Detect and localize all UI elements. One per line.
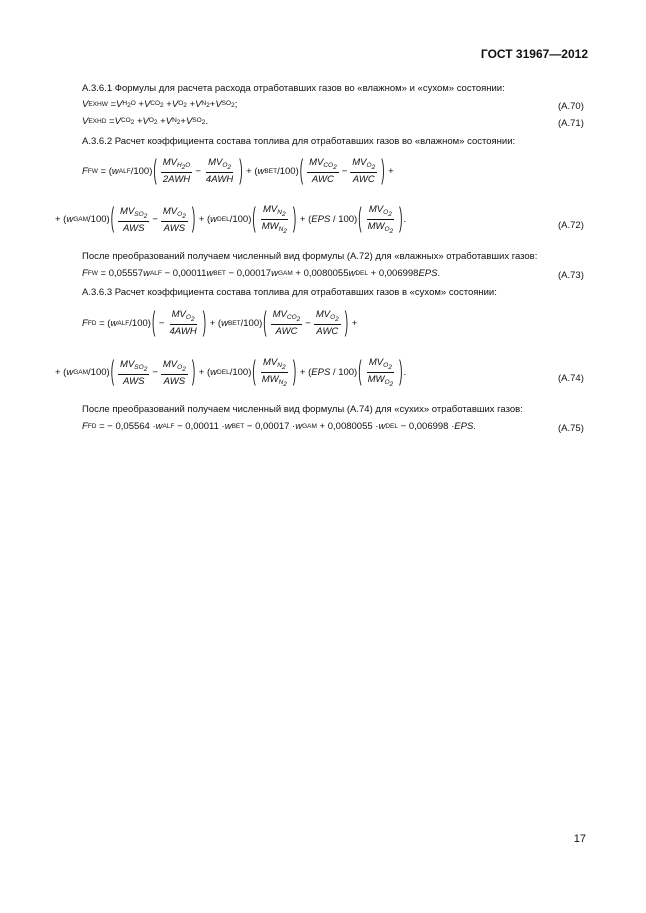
formula-a75: F FD = − 0,05564 · w ALF − 0,00011 · w BET − 0,00017 · w GAM + 0,0080055 · w DEL − 0,006998 · EPS . <box>82 421 476 432</box>
section-a362-text: А.3.6.2 Расчет коэффициента состава топлива для отработавших газов во «влажном» состоянии: <box>82 136 516 147</box>
formula-a70: V EXHW = V $H_2O$ + V $CO_2$ + V $O_2$ + V $N_2$ + V $SO_2$ ; <box>82 99 238 110</box>
formula-a74-line1: F FD = ( w ALF /100) ( − $\frac{MV_{O_2}}{\text{4AWH}}$ ) + ( w BET /100) ( $\frac{MV_{CO_2}}{\text{AWC}}$ − $\frac{MV_{O_2}}{\text{AWC}}$ ) + <box>82 307 358 339</box>
formula-a72-line2: + ( w GAM /100) ( $\frac{MV_{SO_2}}{\text{AWS}}$ − $\frac{MV_{O_2}}{\text{AWS}}$ ) + ( w DEL /100) ( $\frac{MV_{N_2}}{MW_{N_2}}$ ) + ( EPS / 100) ( $\frac{MV_{O_2}}{MW_{O_2}}$ ) . <box>55 204 407 235</box>
equation-number-a72: (А.72) <box>558 220 584 231</box>
formula-a74-line2: + ( w GAM /100) ( $\frac{MV_{SO_2}}{\text{AWS}}$ − $\frac{MV_{O_2}}{\text{AWS}}$ ) + ( w DEL /100) ( $\frac{MV_{N_2}}{MW_{N_2}}$ ) + ( EPS / 100) ( $\frac{MV_{O_2}}{MW_{O_2}}$ ) . <box>55 357 407 388</box>
equation-number-a73: (А.73) <box>558 270 584 281</box>
equation-number-a75: (А.75) <box>558 423 584 434</box>
text-after-a72: После преобразований получаем численный вид формулы (А.72) для «влажных» отработавших газов: <box>82 251 538 262</box>
document-header: ГОСТ 31967—2012 <box>480 47 588 61</box>
section-a361-text: А.3.6.1 Формулы для расчета расхода отработавших газов во «влажном» и «сухом» состоянии: <box>82 83 505 94</box>
equation-number-a71: (А.71) <box>558 118 584 129</box>
page-number: 17 <box>573 833 586 845</box>
formula-a73: F FW = 0,05557 w ALF − 0,00011 w BET − 0,00017 w GAM + 0,0080055 w DEL + 0,006998 EPS . <box>82 268 441 279</box>
equation-number-a74: (А.74) <box>558 373 584 384</box>
equation-number-a70: (А.70) <box>558 101 584 112</box>
formula-a72-line1: F FW = ( w ALF /100) ( $\frac{MV_{H_2O}}{\text{2AWH}}$ − $\frac{MV_{O_2}}{\text{4AWH}}$ ) + ( w BET /100) ( $\frac{MV_{CO_2}}{\text{AWC}}$ − $\frac{MV_{O_2}}{\text{AWC}}$ ) + <box>82 155 394 187</box>
text-after-a74: После преобразований получаем численный вид формулы (А.74) для «сухих» отработавших газов: <box>82 404 523 415</box>
formula-a71: V EXHD = V $CO_2$ + V $O_2$ + V $N_2$ + V $SO_2$ . <box>82 116 208 127</box>
section-a363-text: А.3.6.3 Расчет коэффициента состава топлива для отработавших газов в «сухом» состоянии: <box>82 287 497 298</box>
